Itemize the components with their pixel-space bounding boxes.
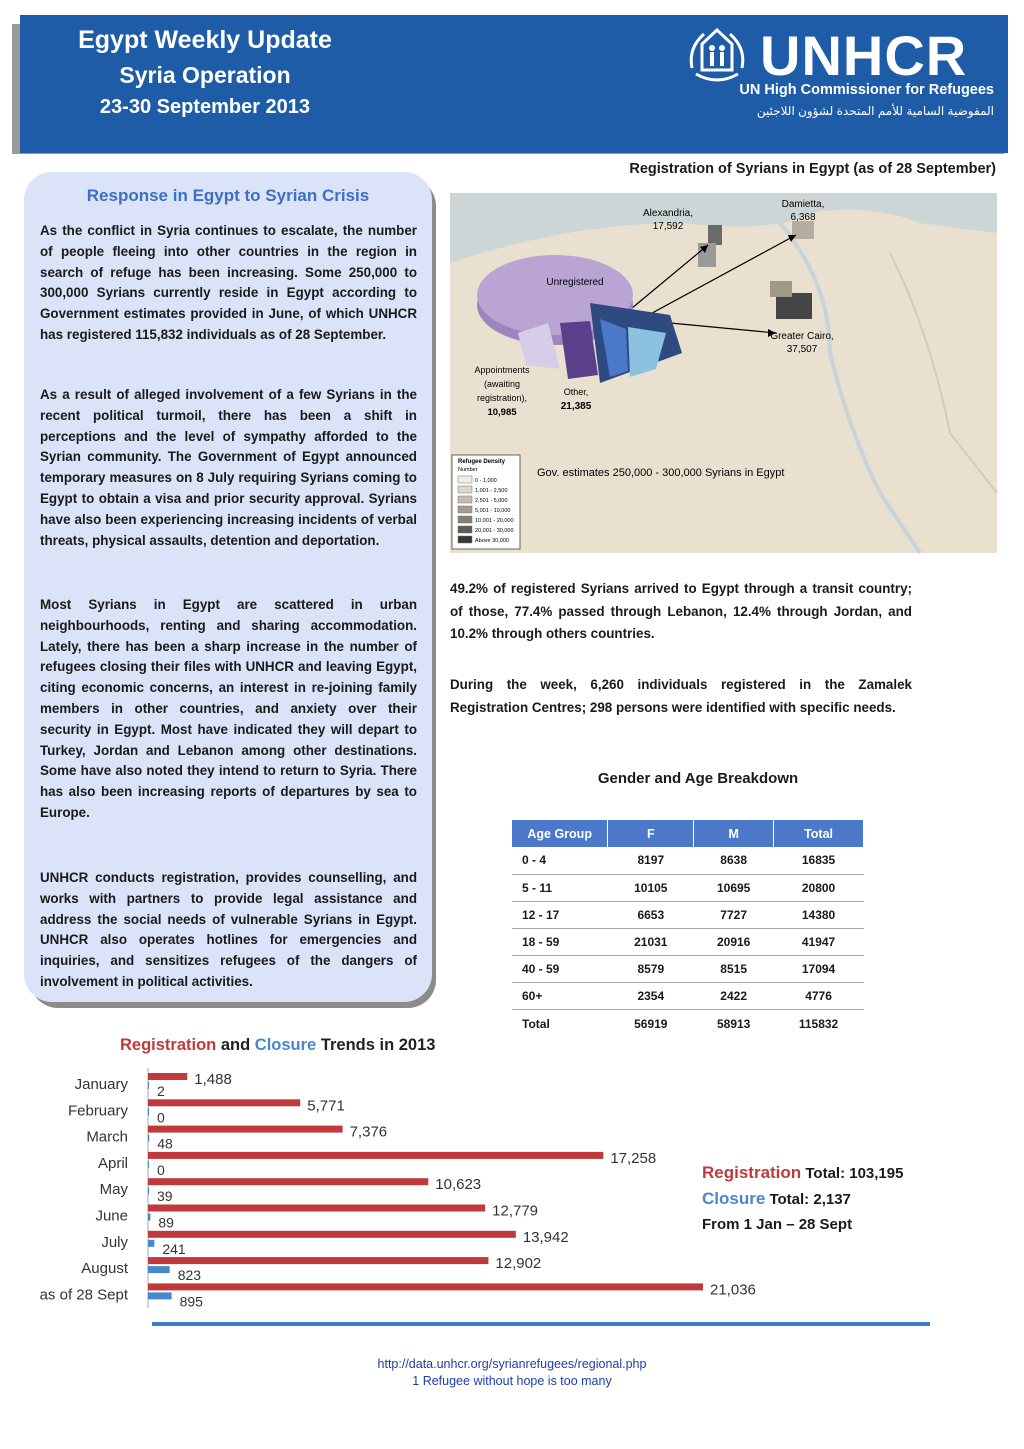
map-alexandria-region [708, 225, 722, 245]
cell-female: 8197 [608, 847, 694, 874]
cell-age-group: 5 - 11 [512, 874, 608, 901]
pie-label-other: Other, [563, 387, 589, 397]
footer [0, 1356, 1024, 1390]
map-giza-region [770, 281, 792, 297]
closure-bar [148, 1135, 149, 1142]
legend-swatch [458, 476, 472, 483]
cell-male: 2422 [694, 982, 774, 1009]
registration-value-label: 10,623 [435, 1176, 482, 1194]
cell-total: 17094 [774, 955, 864, 982]
closure-bar [148, 1187, 149, 1194]
cell-grand-total: 115832 [798, 1017, 839, 1032]
closure-bar [148, 1214, 150, 1221]
chart-title [120, 1036, 435, 1055]
map-legend-title: Refugee Density [458, 459, 506, 465]
legend-swatch [458, 516, 472, 523]
cell-male: 10695 [694, 874, 774, 901]
legend-swatch [458, 506, 472, 513]
cell-male: 8515 [694, 955, 774, 982]
legend-label: 0 - 1,000 [475, 478, 497, 484]
table-row [512, 874, 864, 901]
gov-estimate-text: Gov. estimates 250,000 - 300,000 Syrians in Egypt [537, 467, 785, 479]
registration-total-label: Registration [702, 1163, 802, 1182]
panel-paragraph-1: As the conflict in Syria continues to escalate, the number of people fleeing into other countries in the region in search of refuge has been increasing. Some 250,000 to 300,000 Syrians currently reside in Egypt according to Government estimates provided in June, of which UNHCR has registered 115,832 individuals as of 28 September. [40, 223, 417, 342]
closure-bar [148, 1161, 149, 1168]
header-title [40, 22, 370, 122]
pie-label-appointments-3: registration), [476, 393, 528, 403]
registration-bar [148, 1178, 428, 1185]
gender-age-table [512, 820, 864, 1039]
footer-url-link[interactable]: http://data.unhcr.org/syrianrefugees/regional.php [377, 1357, 647, 1371]
registration-value-label: 21,036 [710, 1281, 756, 1299]
map-damietta-region [792, 221, 814, 239]
unhcr-arabic-subtitle: المفوضية السامية للأمم المتحدة لشؤون اللاجئين [756, 104, 994, 118]
category-label: June [95, 1207, 128, 1225]
cell-age-group: 60+ [512, 982, 608, 1009]
report-subtitle: Syria Operation [119, 62, 291, 88]
report-title: Egypt Weekly Update [78, 26, 332, 54]
cell-female: 10105 [608, 874, 694, 901]
table-title: Gender and Age Breakdown [597, 770, 799, 787]
category-label: January [74, 1076, 128, 1093]
closure-total-line [702, 1186, 903, 1212]
chart-title-rest: Trends in 2013 [320, 1036, 436, 1054]
registration-value-label: 5,771 [307, 1097, 345, 1115]
transit-paragraph: 49.2% of registered Syrians arrived to Egypt through a transit country; of those, 77.4% passed through Lebanon, 12.4% through Jordan, and 10.2% through others countries. [450, 581, 912, 641]
table-total-row [512, 1009, 864, 1039]
map-label-alexandria: Alexandria, [642, 208, 694, 219]
panel-paragraph-2: As a result of alleged involvement of a few Syrians in the recent political turmoil, there has been a shift in perceptions and the level of sympathy afforded to the Syrian community. The Government of Egypt announced temporary measures on 8 July requiring Syrians coming to Egypt to obtain a visa and prior security approval. Syrians have also been experiencing increasing incidents of verbal threats, physical assaults, detention and deportation. [40, 387, 417, 548]
table-row [512, 982, 864, 1009]
map-label-alexandria-value: 17,592 [652, 221, 684, 232]
unhcr-logo-text: UNHCR [760, 24, 968, 87]
category-label: as of 28 Sept [39, 1286, 128, 1304]
legend-label: 10,001 - 20,000 [475, 518, 514, 524]
registration-bar [148, 1257, 488, 1264]
legend-label: 5,001 - 10,000 [475, 508, 511, 514]
report-period: 23-30 September 2013 [99, 96, 311, 118]
map-legend-subtitle: Number [458, 467, 478, 473]
closure-value-label: 895 [179, 1293, 203, 1310]
cell-age-group: 0 - 4 [512, 847, 608, 874]
unhcr-subtitle: UN High Commissioner for Refugees [739, 82, 994, 98]
map-label-damietta: Damietta, [781, 199, 825, 210]
cell-age-group: 12 - 17 [512, 901, 608, 928]
registration-bar [148, 1099, 300, 1106]
cell-female: 21031 [608, 928, 694, 955]
legend-label: 20,001 - 30,000 [475, 528, 514, 534]
pie-label-unregistered: Unregistered [546, 277, 604, 288]
legend-swatch [458, 536, 472, 543]
category-label: July [101, 1233, 128, 1251]
cell-total: 4776 [774, 982, 864, 1009]
pie-label-appointments-2: (awaiting [483, 379, 521, 389]
footer-divider [152, 1322, 930, 1326]
cell-total: 41947 [774, 928, 864, 955]
table-header-row [512, 820, 864, 847]
map-label-cairo: Greater Cairo, [770, 331, 834, 342]
closure-total-value: Total: 2,137 [769, 1191, 851, 1208]
registration-value-label: 13,942 [522, 1228, 569, 1246]
closure-value-label: 241 [162, 1240, 186, 1257]
category-label: February [67, 1102, 128, 1120]
pie-label-appointments-1: Appointments [474, 365, 530, 375]
header-total: Total [774, 820, 864, 847]
registration-week-paragraph: During the week, 6,260 individuals registered in the Zamalek Registration Centres; 298 persons were identified with specific needs. [450, 677, 912, 715]
category-label: August [81, 1260, 128, 1278]
closure-bar [148, 1082, 149, 1089]
cell-age-group: 40 - 59 [512, 955, 608, 982]
header-female: F [608, 820, 694, 847]
category-label: April [97, 1154, 128, 1172]
table-row [512, 847, 864, 874]
header-male: M [694, 820, 774, 847]
closure-bar [148, 1108, 149, 1115]
registration-value-label: 7,376 [349, 1123, 388, 1141]
closure-bar [148, 1240, 154, 1247]
cell-male: 7727 [694, 901, 774, 928]
closure-bar [148, 1266, 170, 1273]
registration-bar [148, 1205, 485, 1212]
chart-title-closure: Closure [254, 1036, 317, 1054]
registration-value-label: 12,779 [492, 1202, 539, 1220]
legend-swatch [458, 496, 472, 503]
legend-label: Above 30,000 [475, 538, 509, 544]
closure-value-label: 48 [157, 1135, 173, 1152]
registration-value-label: 17,258 [610, 1149, 657, 1167]
cell-male: 20916 [694, 928, 774, 955]
chart-title-and: and [220, 1036, 251, 1054]
registration-value-label: 12,902 [495, 1255, 542, 1273]
category-label: May [99, 1181, 128, 1199]
totals-period: From 1 Jan – 28 Sept [702, 1216, 853, 1233]
cell-female: 2354 [608, 982, 694, 1009]
cell-total: 14380 [774, 901, 864, 928]
cell-age-group: 18 - 59 [512, 928, 608, 955]
map-title: Registration of Syrians in Egypt (as of 28 September) [629, 161, 996, 177]
registration-bar [148, 1126, 343, 1133]
totals-summary [702, 1160, 903, 1237]
table-row [512, 928, 864, 955]
pie-label-appointments-value: 10,985 [487, 407, 517, 418]
closure-value-label: 2 [157, 1083, 165, 1099]
closure-bar [148, 1292, 172, 1299]
header-age-group: Age Group [512, 820, 608, 847]
legend-label: 1,001 - 2,500 [475, 488, 508, 494]
closure-value-label: 0 [157, 1161, 165, 1178]
legend-label: 2,501 - 5,000 [475, 498, 508, 504]
panel-paragraph-3: Most Syrians in Egypt are scattered in urban neighbourhoods, renting and sharing accommodation. Lately, there has been a sharp increase in the number of refugees closing their files with UNHCR and leaving Egypt, citing economic concerns, an interest in re-joining family members in other countries, and anxiety over their security in Egypt. Most have indicated they will depart to Turkey, Jordan and Lebanon among other destinations. Some have also noted they intend to return to Syria. There has also been increasing reports of departures by sea to Europe. [40, 597, 417, 820]
cell-total-male: 58913 [716, 1017, 751, 1032]
registration-bar [148, 1152, 603, 1159]
registration-bar [148, 1231, 516, 1238]
footer-tagline: 1 Refugee without hope is too many [412, 1374, 612, 1388]
cell-female: 6653 [608, 901, 694, 928]
registration-bar [148, 1073, 187, 1080]
cell-total: 16835 [774, 847, 864, 874]
pie-label-other-value: 21,385 [560, 401, 592, 412]
registration-map [450, 193, 997, 553]
panel-paragraph-4: UNHCR conducts registration, provides counselling, and works with partners to provide legal assistance and address the social needs of vulnerable Syrians in Egypt. UNHCR also operates hotlines for emergencies and inquiries, and sensitizes refugees of the dangers of involvement in political activities. [40, 870, 417, 989]
cell-total: 20800 [774, 874, 864, 901]
map-label-damietta-value: 6,368 [790, 212, 816, 223]
cell-female: 8579 [608, 955, 694, 982]
table-row [512, 901, 864, 928]
registration-bar [148, 1283, 703, 1290]
closure-value-label: 0 [157, 1109, 165, 1126]
registration-value-label: 1,488 [194, 1071, 232, 1088]
table-row [512, 955, 864, 982]
closure-total-label: Closure [702, 1189, 766, 1208]
category-label: March [86, 1128, 128, 1146]
legend-swatch [458, 526, 472, 533]
legend-swatch [458, 486, 472, 493]
closure-value-label: 823 [177, 1267, 202, 1284]
cell-male: 8638 [694, 847, 774, 874]
registration-total-value: Total: 103,195 [805, 1165, 904, 1182]
map-graphic [450, 193, 997, 553]
cell-total-label: Total [522, 1017, 550, 1032]
chart-title-registration: Registration [120, 1036, 217, 1054]
map-label-cairo-value: 37,507 [786, 344, 818, 355]
cell-total-female: 56919 [634, 1017, 668, 1032]
registration-total-line [702, 1160, 903, 1186]
panel-title: Response in Egypt to Syrian Crisis [86, 186, 370, 205]
closure-value-label: 39 [157, 1188, 173, 1205]
closure-value-label: 89 [158, 1214, 174, 1231]
